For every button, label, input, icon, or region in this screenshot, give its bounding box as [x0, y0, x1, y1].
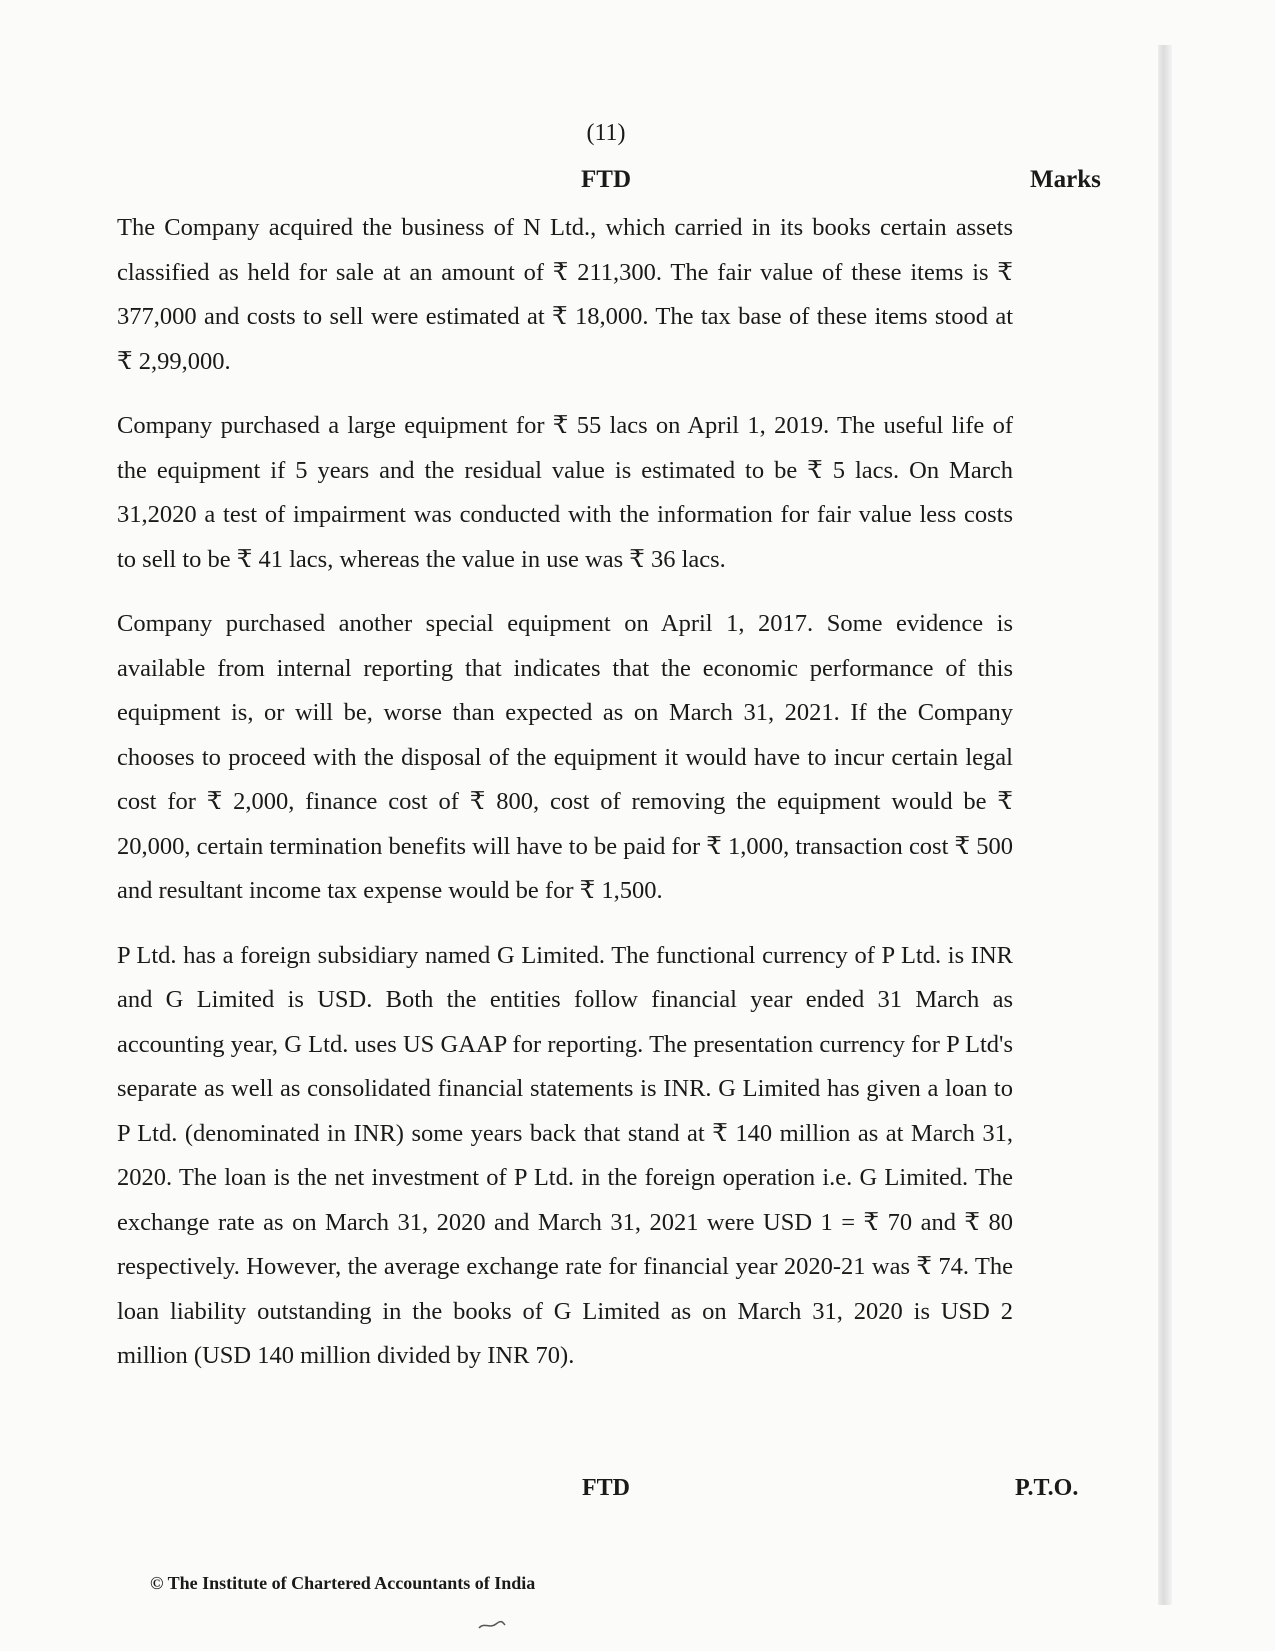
paragraph-special-equipment: Company purchased another special equipment on April 1, 2017. Some evidence is available from internal reporting that indicates that the economic performance of this equipment is, or will be, worse than expected as on March 31, 2021. If the Company chooses to proceed with the disposal of the equipment it would have to incur certain legal cost for ₹ 2,000, finance cost of ₹ 800, cost of removing the equipment would be ₹ 20,000, certain termination benefits will have to be paid for ₹ 1,000, transaction cost ₹ 500 and resultant income tax expense would be for ₹ 1,500. [117, 610, 1013, 904]
paragraph-equipment-impairment: Company purchased a large equipment for ₹ 55 lacs on April 1, 2019. The useful life of the equipment if 5 years and the residual value is estimated to be ₹ 5 lacs. On March 31,2020 a test of impairment was conducted with the information for fair value less costs to sell to be ₹ 41 lacs, whereas the value in use was ₹ 36 lacs. [117, 412, 1013, 573]
pen-mark [478, 1620, 506, 1630]
page-number: (11) [586, 120, 626, 146]
question-body [117, 206, 1013, 1399]
page-edge-shadow [1158, 45, 1172, 1605]
paragraph-held-for-sale: The Company acquired the business of N Ltd., which carried in its books certain assets classified as held for sale at an amount of ₹ 211,300. The fair value of these items is ₹ 377,000 and costs to sell were estimated at ₹ 18,000. The tax base of these items stood at ₹ 2,99,000. [117, 214, 1013, 375]
header-paper-code: FTD [581, 166, 631, 193]
copyright-notice: © The Institute of Chartered Accountants of India [150, 1573, 536, 1593]
marks-column-label: Marks [1030, 166, 1101, 193]
paragraph-foreign-subsidiary: P Ltd. has a foreign subsidiary named G Limited. The functional currency of P Ltd. is INR and G Limited is USD. Both the entities follow financial year ended 31 March as accounting year, G Ltd. uses US GAAP for reporting. The presentation currency for P Ltd's separate as well as consolidated financial statements is INR. G Limited has given a loan to P Ltd. (denominated in INR) some years back that stand at ₹ 140 million as at March 31, 2020. The loan is the net investment of P Ltd. in the foreign operation i.e. G Limited. The exchange rate as on March 31, 2020 and March 31, 2021 were USD 1 = ₹ 70 and ₹ 80 respectively. However, the average exchange rate for financial year 2020-21 was ₹ 74. The loan liability outstanding in the books of G Limited as on March 31, 2020 is USD 2 million (USD 140 million divided by INR 70). [117, 941, 1013, 1369]
please-turn-over: P.T.O. [1015, 1475, 1079, 1501]
footer-paper-code: FTD [582, 1475, 630, 1501]
